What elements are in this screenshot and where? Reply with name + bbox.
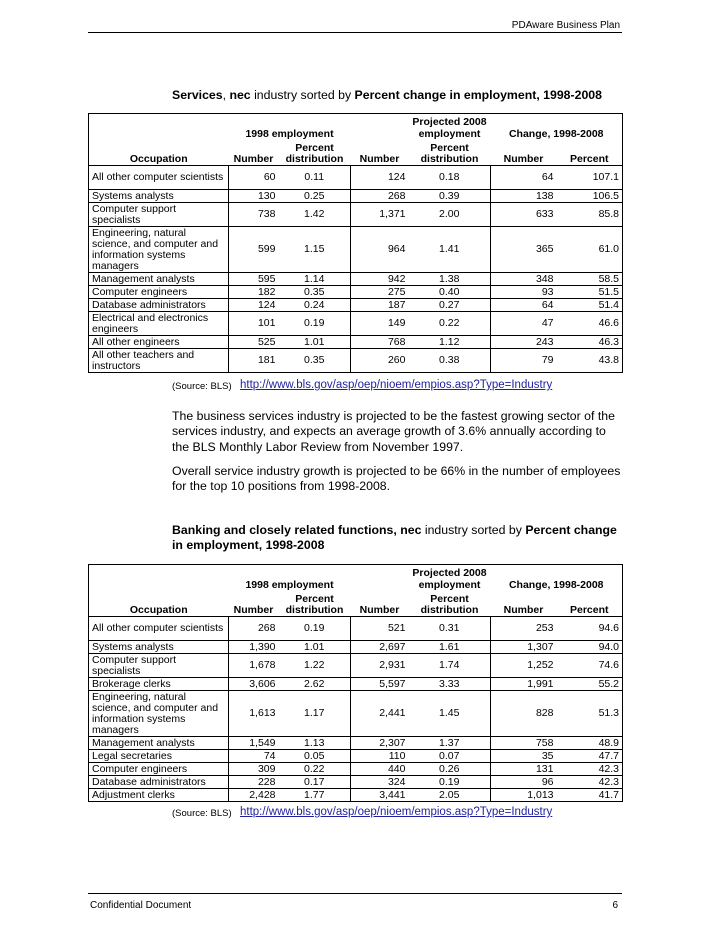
number-1998-cell: 1,678 — [229, 654, 279, 678]
occupation-cell: Computer support specialists — [89, 203, 229, 227]
number-1998-cell: 182 — [229, 286, 279, 299]
percent-2008-cell: 1.37 — [409, 737, 491, 750]
change-number-cell: 1,252 — [491, 654, 557, 678]
change-percent-cell: 94.6 — [557, 617, 623, 641]
number-1998-cell: 1,390 — [229, 641, 279, 654]
change-number-cell: 64 — [491, 299, 557, 312]
table-row — [89, 190, 623, 203]
percent-2008-cell: 1.12 — [409, 336, 491, 349]
header-percent-dist: Percent distribution — [279, 591, 351, 617]
header-number: Number — [491, 140, 557, 166]
percent-2008-cell: 0.27 — [409, 299, 491, 312]
occupation-cell: All other teachers and instructors — [89, 349, 229, 373]
number-1998-cell: 228 — [229, 776, 279, 789]
number-2008-cell: 268 — [351, 190, 409, 203]
number-2008-cell: 942 — [351, 273, 409, 286]
occupation-cell: Adjustment clerks — [89, 789, 229, 802]
header-change: Change, 1998-2008 — [491, 128, 623, 140]
table-row — [89, 763, 623, 776]
table-row — [89, 776, 623, 789]
number-2008-cell: 768 — [351, 336, 409, 349]
occupation-cell: All other engineers — [89, 336, 229, 349]
percent-1998-cell: 1.77 — [279, 789, 351, 802]
percent-2008-cell: 1.74 — [409, 654, 491, 678]
header-percent-dist: Percent distribution — [409, 591, 491, 617]
percent-2008-cell: 0.39 — [409, 190, 491, 203]
occupation-cell: Engineering, natural science, and computer and information systems managers — [89, 227, 229, 273]
number-2008-cell: 2,931 — [351, 654, 409, 678]
percent-1998-cell: 0.05 — [279, 750, 351, 763]
change-percent-cell: 51.3 — [557, 691, 623, 737]
number-1998-cell: 2,428 — [229, 789, 279, 802]
percent-2008-cell: 0.38 — [409, 349, 491, 373]
table-row — [89, 789, 623, 802]
number-2008-cell: 2,307 — [351, 737, 409, 750]
header-proj-line1: Projected 2008 — [409, 565, 491, 579]
number-2008-cell: 5,597 — [351, 678, 409, 691]
section1-source-link[interactable]: http://www.bls.gov/asp/oep/nioem/empios.asp?Type=Industry — [240, 379, 553, 391]
occupation-cell: All other computer scientists — [89, 166, 229, 190]
number-1998-cell: 268 — [229, 617, 279, 641]
number-1998-cell: 1,613 — [229, 691, 279, 737]
section2-source-label: (Source: BLS) — [172, 808, 232, 819]
change-percent-cell: 58.5 — [557, 273, 623, 286]
footer-confidential: Confidential Document — [90, 900, 192, 911]
number-1998-cell: 525 — [229, 336, 279, 349]
number-1998-cell: 738 — [229, 203, 279, 227]
section1-title: Services, nec industry sorted by Percent change in employment, 1998-2008 — [172, 88, 602, 102]
table-row — [89, 227, 623, 273]
header-number: Number — [229, 591, 279, 617]
change-number-cell: 253 — [491, 617, 557, 641]
change-percent-cell: 51.5 — [557, 286, 623, 299]
percent-1998-cell: 0.17 — [279, 776, 351, 789]
table-row — [89, 617, 623, 641]
change-number-cell: 348 — [491, 273, 557, 286]
table-row — [89, 750, 623, 763]
header-change: Change, 1998-2008 — [491, 579, 623, 591]
number-2008-cell: 275 — [351, 286, 409, 299]
percent-2008-cell: 0.40 — [409, 286, 491, 299]
number-2008-cell: 521 — [351, 617, 409, 641]
header-1998-employment: 1998 employment — [245, 578, 334, 591]
page-number: 6 — [612, 900, 618, 911]
table-row — [89, 273, 623, 286]
occupation-cell: Electrical and electronics engineers — [89, 312, 229, 336]
table-row — [89, 737, 623, 750]
header-number: Number — [351, 140, 409, 166]
occupation-cell: Computer engineers — [89, 286, 229, 299]
table-row — [89, 299, 623, 312]
change-number-cell: 1,013 — [491, 789, 557, 802]
header-percent-dist: Percent distribution — [279, 140, 351, 166]
percent-2008-cell: 1.61 — [409, 641, 491, 654]
change-percent-cell: 41.7 — [557, 789, 623, 802]
occupation-cell: Database administrators — [89, 776, 229, 789]
section1-paragraph-1: The business services industry is projected to be the fastest growing sector of the services industry, and expects an average growth of 3.6% annually according to the BLS Monthly Labor Review from November 1997. — [172, 409, 615, 454]
change-percent-cell: 51.4 — [557, 299, 623, 312]
occupation-cell: Systems analysts — [89, 190, 229, 203]
header-number: Number — [351, 591, 409, 617]
change-percent-cell: 42.3 — [557, 776, 623, 789]
percent-2008-cell: 1.41 — [409, 227, 491, 273]
number-1998-cell: 309 — [229, 763, 279, 776]
change-percent-cell: 48.9 — [557, 737, 623, 750]
page-footer — [88, 893, 622, 911]
number-2008-cell: 2,441 — [351, 691, 409, 737]
change-percent-cell: 61.0 — [557, 227, 623, 273]
change-percent-cell: 85.8 — [557, 203, 623, 227]
number-1998-cell: 3,606 — [229, 678, 279, 691]
percent-1998-cell: 0.19 — [279, 617, 351, 641]
header-proj-line2: employment — [418, 127, 481, 140]
section1-paragraph-2: Overall service industry growth is projected to be 66% in the number of employees for the top 10 positions from 1998-2008. — [172, 464, 621, 494]
header-number: Number — [491, 591, 557, 617]
percent-1998-cell: 0.35 — [279, 349, 351, 373]
number-1998-cell: 181 — [229, 349, 279, 373]
table-row — [89, 203, 623, 227]
percent-1998-cell: 1.14 — [279, 273, 351, 286]
percent-2008-cell: 2.00 — [409, 203, 491, 227]
percent-1998-cell: 1.42 — [279, 203, 351, 227]
number-2008-cell: 1,371 — [351, 203, 409, 227]
header-occupation: Occupation — [89, 591, 229, 617]
percent-1998-cell: 0.22 — [279, 763, 351, 776]
number-2008-cell: 964 — [351, 227, 409, 273]
occupation-cell: Management analysts — [89, 273, 229, 286]
number-2008-cell: 260 — [351, 349, 409, 373]
number-2008-cell: 324 — [351, 776, 409, 789]
number-1998-cell: 595 — [229, 273, 279, 286]
header-title: PDAware Business Plan — [511, 20, 620, 31]
percent-1998-cell: 2.62 — [279, 678, 351, 691]
percent-1998-cell: 0.19 — [279, 312, 351, 336]
percent-1998-cell: 1.17 — [279, 691, 351, 737]
number-2008-cell: 149 — [351, 312, 409, 336]
section2-source-link[interactable]: http://www.bls.gov/asp/oep/nioem/empios.asp?Type=Industry — [240, 806, 553, 818]
change-percent-cell: 94.0 — [557, 641, 623, 654]
number-1998-cell: 60 — [229, 166, 279, 190]
percent-2008-cell: 0.07 — [409, 750, 491, 763]
change-percent-cell: 55.2 — [557, 678, 623, 691]
table-row — [89, 166, 623, 190]
percent-2008-cell: 3.33 — [409, 678, 491, 691]
change-percent-cell: 107.1 — [557, 166, 623, 190]
header-percent: Percent — [557, 591, 623, 617]
change-percent-cell: 106.5 — [557, 190, 623, 203]
change-number-cell: 64 — [491, 166, 557, 190]
header-percent-dist: Percent distribution — [409, 140, 491, 166]
change-number-cell: 828 — [491, 691, 557, 737]
number-2008-cell: 440 — [351, 763, 409, 776]
occupation-cell: All other computer scientists — [89, 617, 229, 641]
percent-1998-cell: 1.13 — [279, 737, 351, 750]
header-number: Number — [229, 140, 279, 166]
change-number-cell: 138 — [491, 190, 557, 203]
number-2008-cell: 187 — [351, 299, 409, 312]
percent-1998-cell: 1.01 — [279, 641, 351, 654]
number-2008-cell: 2,697 — [351, 641, 409, 654]
table-row — [89, 641, 623, 654]
change-number-cell: 79 — [491, 349, 557, 373]
occupation-cell: Legal secretaries — [89, 750, 229, 763]
percent-2008-cell: 1.45 — [409, 691, 491, 737]
change-percent-cell: 74.6 — [557, 654, 623, 678]
occupation-cell: Management analysts — [89, 737, 229, 750]
change-number-cell: 758 — [491, 737, 557, 750]
change-percent-cell: 46.6 — [557, 312, 623, 336]
table-row — [89, 349, 623, 373]
change-number-cell: 131 — [491, 763, 557, 776]
header-proj-line2: employment — [418, 578, 481, 591]
percent-2008-cell: 1.38 — [409, 273, 491, 286]
header-1998-employment: 1998 employment — [245, 127, 334, 140]
change-number-cell: 47 — [491, 312, 557, 336]
change-number-cell: 93 — [491, 286, 557, 299]
section1-source-label: (Source: BLS) — [172, 381, 232, 392]
number-2008-cell: 3,441 — [351, 789, 409, 802]
change-number-cell: 35 — [491, 750, 557, 763]
table-row — [89, 691, 623, 737]
header-proj-line1: Projected 2008 — [409, 114, 491, 128]
banking-table — [88, 564, 623, 802]
occupation-cell: Systems analysts — [89, 641, 229, 654]
percent-2008-cell: 0.19 — [409, 776, 491, 789]
percent-1998-cell: 0.25 — [279, 190, 351, 203]
change-number-cell: 96 — [491, 776, 557, 789]
change-percent-cell: 46.3 — [557, 336, 623, 349]
number-1998-cell: 74 — [229, 750, 279, 763]
number-1998-cell: 101 — [229, 312, 279, 336]
change-percent-cell: 42.3 — [557, 763, 623, 776]
table-row — [89, 336, 623, 349]
percent-1998-cell: 0.24 — [279, 299, 351, 312]
table-row — [89, 654, 623, 678]
table-row — [89, 678, 623, 691]
percent-2008-cell: 0.18 — [409, 166, 491, 190]
table-row — [89, 312, 623, 336]
percent-1998-cell: 0.35 — [279, 286, 351, 299]
change-number-cell: 365 — [491, 227, 557, 273]
occupation-cell: Computer support specialists — [89, 654, 229, 678]
percent-1998-cell: 1.01 — [279, 336, 351, 349]
section2-title: Banking and closely related functions, nec industry sorted by Percent change in employment, 1998-2008 — [172, 523, 617, 552]
percent-2008-cell: 2.05 — [409, 789, 491, 802]
header-occupation: Occupation — [89, 140, 229, 166]
number-1998-cell: 1,549 — [229, 737, 279, 750]
change-number-cell: 243 — [491, 336, 557, 349]
table-row — [89, 286, 623, 299]
percent-2008-cell: 0.31 — [409, 617, 491, 641]
change-number-cell: 1,307 — [491, 641, 557, 654]
occupation-cell: Database administrators — [89, 299, 229, 312]
change-number-cell: 1,991 — [491, 678, 557, 691]
number-1998-cell: 130 — [229, 190, 279, 203]
occupation-cell: Computer engineers — [89, 763, 229, 776]
percent-2008-cell: 0.26 — [409, 763, 491, 776]
change-percent-cell: 47.7 — [557, 750, 623, 763]
page-header — [88, 18, 622, 33]
change-percent-cell: 43.8 — [557, 349, 623, 373]
number-2008-cell: 124 — [351, 166, 409, 190]
percent-2008-cell: 0.22 — [409, 312, 491, 336]
number-2008-cell: 110 — [351, 750, 409, 763]
percent-1998-cell: 0.11 — [279, 166, 351, 190]
header-percent: Percent — [557, 140, 623, 166]
percent-1998-cell: 1.22 — [279, 654, 351, 678]
occupation-cell: Brokerage clerks — [89, 678, 229, 691]
services-table — [88, 113, 623, 373]
occupation-cell: Engineering, natural science, and computer and information systems managers — [89, 691, 229, 737]
number-1998-cell: 599 — [229, 227, 279, 273]
percent-1998-cell: 1.15 — [279, 227, 351, 273]
change-number-cell: 633 — [491, 203, 557, 227]
number-1998-cell: 124 — [229, 299, 279, 312]
